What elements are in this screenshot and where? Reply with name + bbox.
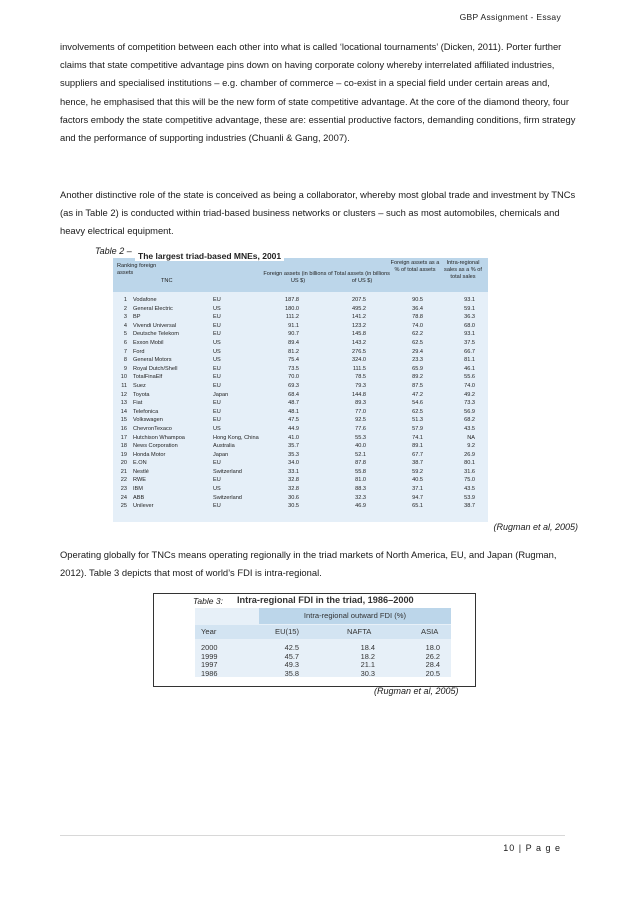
table2-row	[113, 434, 488, 443]
table2-cell-tnc: IBM	[133, 486, 143, 493]
table2-cell-home: EU	[213, 417, 221, 424]
table3-source: (Rugman et al, 2005)	[374, 686, 459, 696]
table3-cell-eu: 35.8	[284, 668, 299, 678]
table2-row	[113, 485, 488, 494]
table2-cell-rank: 9	[123, 365, 127, 372]
table2-cell-ta: 92.5	[355, 417, 366, 424]
table2-cell-rank: 15	[120, 417, 127, 424]
table2-cell-home: Switzerland	[213, 468, 242, 475]
table2-cell-ta: 144.8	[352, 391, 366, 398]
table2-cell-pfa: 65.9	[412, 365, 423, 372]
table2-body	[113, 296, 488, 511]
table2-cell-rank: 19	[120, 451, 127, 458]
table2-cell-irs: 81.1	[464, 357, 475, 364]
table2-cell-fa: 75.4	[288, 357, 299, 364]
table2-cell-tnc: Suez	[133, 382, 146, 389]
table2-cell-ta: 55.8	[355, 468, 366, 475]
paragraph-1: involvements of competition between each other into what is called ‘locational tournaments’ (Dicken, 2011). Porter further claims that state competitive advantage pins down on having corporate colony whereby interrelated affiliated industries, suppliers and specialised institutions – e.g. chamber of commerce – co-exist in a special field under certain areas and, hence, he emphasised that this will be the new form of state competitive advantage. At the core of the diamond theory, four factors embody the state competitive advantage, these are: essential productive factors, demanding conditions, firm strategy and the performance of supporting industries (Chuanli & Gang, 2007).	[60, 41, 576, 144]
table2-cell-rank: 23	[120, 486, 127, 493]
table3-cell-asia: 26.2	[425, 651, 440, 661]
table2-row	[113, 442, 488, 451]
table2-cell-pfa: 89.2	[412, 374, 423, 381]
table2-cell-rank: 10	[120, 374, 127, 381]
table2-cell-ta: 495.2	[352, 305, 366, 312]
table3-cell-asia: 18.0	[425, 643, 440, 652]
table2-cell-home: US	[213, 357, 221, 364]
table2-cell-pfa: 78.8	[412, 314, 423, 321]
table2-cell-home: US	[213, 348, 221, 355]
table2-cell-ta: 46.9	[355, 503, 366, 510]
table2-cell-ta: 77.0	[355, 408, 366, 415]
table2-cell-fa: 81.2	[288, 348, 299, 355]
table2-cell-ta: 81.0	[355, 477, 366, 484]
table2-cell-tnc: BP	[133, 314, 141, 321]
table2-cell-fa: 48.7	[288, 400, 299, 407]
table2-cell-tnc: Vivendi Universal	[133, 322, 177, 329]
table2-cell-home: Hong Kong, China	[213, 434, 259, 441]
table2-cell-pfa: 36.4	[412, 305, 423, 312]
table3-label: Table 3:	[193, 596, 223, 606]
table2-row	[113, 494, 488, 503]
table3-cell-nafta: 18.2	[360, 651, 375, 661]
table2-cell-ta: 276.5	[352, 348, 366, 355]
table3-col-year: Year	[201, 627, 217, 636]
table3-title: Intra-regional FDI in the triad, 1986–2000	[237, 595, 414, 605]
table2-cell-pfa: 62.2	[412, 331, 423, 338]
table2-cell-tnc: TotalFinaElf	[133, 374, 163, 381]
table3-col-nafta: NAFTA	[347, 627, 372, 636]
table2-row	[113, 476, 488, 485]
table2-row	[113, 365, 488, 374]
table2-cell-pfa: 74.0	[412, 322, 423, 329]
table2-row	[113, 459, 488, 468]
table2-header-rank: Ranking foreign assets	[117, 263, 157, 276]
table2-cell-tnc: General Electric	[133, 305, 173, 312]
table2-cell-pfa: 23.3	[412, 357, 423, 364]
table2-cell-irs: 37.5	[464, 339, 475, 346]
table2-cell-fa: 47.5	[288, 417, 299, 424]
table2-cell-home: US	[213, 305, 221, 312]
table2-cell-ta: 79.3	[355, 382, 366, 389]
table2-row	[113, 416, 488, 425]
table2-cell-tnc: General Motors	[133, 357, 172, 364]
table2-cell-irs: 55.6	[464, 374, 475, 381]
table2-cell-fa: 35.3	[288, 451, 299, 458]
table2-cell-fa: 90.7	[288, 331, 299, 338]
table2-cell-tnc: Vodafone	[133, 297, 157, 303]
table2-cell-irs: 80.1	[464, 460, 475, 467]
table2-cell-tnc: Exxon Mobil	[133, 339, 164, 346]
table2-cell-fa: 70.0	[288, 374, 299, 381]
table2-cell-home: Japan	[213, 451, 229, 458]
table2-cell-fa: 33.1	[288, 468, 299, 475]
table2-cell-home: Japan	[213, 391, 229, 398]
table2-row	[113, 391, 488, 400]
table2-cell-tnc: Deutsche Telekom	[133, 331, 179, 338]
table3-cell-nafta: 21.1	[360, 660, 375, 669]
table2-cell-rank: 7	[123, 348, 127, 355]
table2-cell-home: EU	[213, 477, 221, 484]
table2-row	[113, 399, 488, 408]
table2-cell-tnc: RWE	[133, 477, 146, 484]
table2-cell-ta: 141.2	[352, 314, 366, 321]
table2-cell-fa: 89.4	[288, 339, 299, 346]
table2-cell-home: EU	[213, 322, 221, 329]
table2-cell-rank: 3	[123, 314, 127, 321]
table2-cell-tnc: Royal Dutch/Shell	[133, 365, 178, 372]
table2-cell-rank: 2	[123, 305, 127, 312]
table2-cell-irs: 73.3	[464, 400, 475, 407]
table2-cell-pfa: 89.1	[412, 443, 423, 450]
table2-cell-fa: 180.0	[285, 305, 299, 312]
table3-col-eu: EU(15)	[275, 627, 300, 636]
table2-cell-home: EU	[213, 374, 221, 381]
table3-cell-nafta: 18.4	[360, 643, 375, 652]
page-number: 10 | P a g e	[503, 843, 561, 853]
table3-subheader: Intra-regional outward FDI (%)	[259, 608, 451, 624]
table2-row	[113, 348, 488, 357]
table2-cell-tnc: ABB	[133, 494, 145, 501]
table2-cell-tnc: Ford	[133, 348, 145, 355]
table2-cell-fa: 34.0	[288, 460, 299, 467]
table3-cell-year: 1986	[201, 668, 218, 678]
table3-cell-eu: 49.3	[284, 660, 299, 669]
header-title: GBP Assignment - Essay	[459, 12, 561, 22]
table2-title: The largest triad-based MNEs, 2001	[135, 251, 284, 261]
table2-cell-pfa: 62.5	[412, 408, 423, 415]
table2-cell-home: EU	[213, 331, 221, 338]
table2-row	[113, 451, 488, 460]
table2-header-foreign-assets: Foreign assets (in billions of US $)	[263, 271, 333, 284]
table2-cell-ta: 32.3	[355, 494, 366, 501]
table2-cell-rank: 17	[120, 434, 127, 441]
table2-cell-home: EU	[213, 365, 221, 372]
table2-cell-irs: 68.0	[464, 322, 475, 329]
table2-cell-ta: 88.3	[355, 486, 366, 493]
table2-cell-tnc: Toyota	[133, 391, 150, 398]
table2-cell-pfa: 29.4	[412, 348, 423, 355]
table2-cell-ta: 123.2	[352, 322, 366, 329]
table2-cell-fa: 32.8	[288, 486, 299, 493]
table2-cell-pfa: 54.6	[412, 400, 423, 407]
table3	[195, 608, 451, 677]
table3-cell-year: 1997	[201, 660, 218, 669]
table2-cell-tnc: Telefonica	[133, 408, 159, 415]
table2-source: (Rugman et al, 2005)	[493, 522, 578, 532]
table3-row	[195, 669, 451, 678]
table2-cell-ta: 111.5	[352, 365, 366, 372]
table2-row	[113, 373, 488, 382]
table2-cell-rank: 4	[123, 322, 127, 329]
table2-cell-fa: 69.3	[288, 382, 299, 389]
table2-cell-pfa: 51.3	[412, 417, 423, 424]
table3-cell-year: 2000	[201, 643, 218, 652]
table2-cell-irs: NA	[467, 434, 475, 441]
table2-cell-ta: 143.2	[352, 339, 366, 346]
table2-cell-rank: 12	[120, 391, 127, 398]
table2-cell-pfa: 90.5	[412, 297, 423, 303]
table2-cell-rank: 21	[120, 468, 127, 475]
table3-cell-year: 1999	[201, 651, 218, 661]
table2-cell-home: EU	[213, 314, 221, 321]
table2-cell-home: EU	[213, 382, 221, 389]
table2-cell-tnc: ChevronTexaco	[133, 425, 172, 432]
table3-cell-eu: 42.5	[284, 643, 299, 652]
table2-cell-irs: 36.3	[464, 314, 475, 321]
table3-col-asia: ASIA	[421, 627, 439, 636]
table2-cell-irs: 9.2	[467, 443, 475, 450]
table2-cell-rank: 6	[123, 339, 127, 346]
table3-cell-asia: 20.5	[425, 668, 440, 678]
table2-cell-fa: 68.4	[288, 391, 299, 398]
table2-row	[113, 425, 488, 434]
table2-row	[113, 330, 488, 339]
table2-cell-irs: 43.5	[464, 486, 475, 493]
table2-cell-rank: 18	[120, 443, 127, 450]
table2-cell-fa: 32.8	[288, 477, 299, 484]
table2-cell-ta: 89.3	[355, 400, 366, 407]
table2-cell-pfa: 37.1	[412, 486, 423, 493]
table2-cell-pfa: 74.1	[412, 434, 423, 441]
table2-row	[113, 296, 488, 305]
table2-cell-irs: 93.1	[464, 297, 475, 303]
table2-cell-irs: 75.0	[464, 477, 475, 484]
table2-cell-rank: 20	[120, 460, 127, 467]
table2-cell-home: EU	[213, 297, 221, 303]
table2-label: Table 2 –	[95, 246, 132, 256]
table2-cell-fa: 30.6	[288, 494, 299, 501]
table2-header-tnc: TNC	[161, 278, 173, 284]
table3-cell-eu: 45.7	[284, 651, 299, 661]
table2-header-pct-foreign: Foreign assets as a % of total assets	[390, 260, 440, 273]
table2-row	[113, 339, 488, 348]
table2-cell-ta: 324.0	[352, 357, 366, 364]
table2-cell-irs: 43.5	[464, 425, 475, 432]
table2-cell-pfa: 67.7	[412, 451, 423, 458]
table2-cell-pfa: 87.5	[412, 382, 423, 389]
table2-cell-ta: 52.1	[355, 451, 366, 458]
table2-cell-home: US	[213, 425, 221, 432]
table2-cell-tnc: Unilever	[133, 503, 154, 510]
table2-cell-pfa: 40.5	[412, 477, 423, 484]
table2-cell-rank: 25	[120, 503, 127, 510]
footer-divider	[60, 835, 565, 836]
table2-cell-fa: 44.9	[288, 425, 299, 432]
table2-header-total-assets: Total assets (in billions of US $)	[334, 271, 390, 284]
table2-cell-ta: 87.8	[355, 460, 366, 467]
table2-cell-pfa: 57.9	[412, 425, 423, 432]
table2-cell-rank: 13	[120, 400, 127, 407]
table3-cell-asia: 28.4	[425, 660, 440, 669]
table2-cell-irs: 93.1	[464, 331, 475, 338]
table2-cell-ta: 55.3	[355, 434, 366, 441]
table2-cell-irs: 59.1	[464, 305, 475, 312]
table2-cell-rank: 8	[123, 357, 127, 364]
table2-cell-ta: 145.8	[352, 331, 366, 338]
table2-row	[113, 322, 488, 331]
paragraph-3: Operating globally for TNCs means operating regionally in the triad markets of North America, EU, and Japan (Rugman, 2012). Table 3 depicts that most of world’s FDI is intra-regional.	[60, 549, 557, 579]
table2-header-intra-regional: Intra-regional sales as a % of total sales	[444, 260, 482, 280]
table2-cell-irs: 74.0	[464, 382, 475, 389]
table2-cell-irs: 38.7	[464, 503, 475, 510]
table2-row	[113, 356, 488, 365]
table2-cell-ta: 78.5	[355, 374, 366, 381]
table2-cell-fa: 35.7	[288, 443, 299, 450]
table2-cell-rank: 1	[123, 297, 127, 303]
table2-cell-irs: 31.6	[464, 468, 475, 475]
table2-row	[113, 305, 488, 314]
table2-cell-home: US	[213, 486, 221, 493]
table2-cell-home: EU	[213, 503, 221, 510]
table2-cell-tnc: E.ON	[133, 460, 147, 467]
table2-cell-home: Australia	[213, 443, 235, 450]
table2-cell-home: EU	[213, 400, 221, 407]
table2-cell-rank: 11	[121, 382, 127, 389]
table2-header	[113, 258, 488, 292]
table2-cell-pfa: 65.1	[412, 503, 423, 510]
table2-cell-tnc: Nestlé	[133, 468, 149, 475]
table2-cell-ta: 207.5	[352, 297, 366, 303]
paragraph-2: Another distinctive role of the state is conceived as being a collaborator, whereby most global trade and investment by TNCs (as in Table 2) is conducted within triad-based business networks or clusters – such as most automobiles, chemicals and heavy electrical equipment.	[60, 189, 576, 237]
table2-cell-rank: 24	[120, 494, 127, 501]
table2-cell-pfa: 59.2	[412, 468, 423, 475]
table3-column-bar	[195, 625, 451, 639]
table2-row	[113, 313, 488, 322]
table2-cell-irs: 68.2	[464, 417, 475, 424]
table2-cell-fa: 73.5	[288, 365, 299, 372]
table2-row	[113, 468, 488, 477]
table2-cell-tnc: Honda Motor	[133, 451, 166, 458]
table2-cell-rank: 5	[123, 331, 127, 338]
table2-cell-pfa: 47.2	[412, 391, 423, 398]
table2-cell-rank: 14	[120, 408, 127, 415]
table2-cell-irs: 46.1	[464, 365, 475, 372]
table2-cell-rank: 22	[120, 477, 127, 484]
table2-cell-tnc: Fiat	[133, 400, 143, 407]
table2	[113, 258, 488, 522]
table2-cell-pfa: 62.5	[412, 339, 423, 346]
table2-cell-fa: 111.2	[285, 314, 299, 321]
table2-cell-irs: 53.9	[464, 494, 475, 501]
table2-cell-irs: 66.7	[464, 348, 475, 355]
table2-cell-pfa: 38.7	[412, 460, 423, 467]
table2-cell-fa: 187.8	[285, 297, 299, 303]
table2-cell-fa: 48.1	[288, 408, 299, 415]
table2-cell-home: US	[213, 339, 221, 346]
table2-cell-tnc: News Corporation	[133, 443, 178, 450]
table2-row	[113, 502, 488, 511]
table2-cell-irs: 56.9	[464, 408, 475, 415]
table2-cell-ta: 40.0	[355, 443, 366, 450]
table2-cell-rank: 16	[120, 425, 127, 432]
table2-cell-fa: 91.1	[288, 322, 299, 329]
table2-cell-home: EU	[213, 460, 221, 467]
table2-cell-tnc: Volkswagen	[133, 417, 163, 424]
table2-cell-irs: 26.9	[464, 451, 475, 458]
table2-cell-pfa: 94.7	[412, 494, 423, 501]
table3-cell-nafta: 30.3	[360, 668, 375, 678]
table2-cell-tnc: Hutchison Whampoa	[133, 434, 185, 441]
table2-cell-fa: 30.5	[288, 503, 299, 510]
table2-cell-ta: 77.6	[355, 425, 366, 432]
table2-cell-fa: 41.0	[288, 434, 299, 441]
table2-row	[113, 382, 488, 391]
table2-cell-irs: 49.2	[464, 391, 475, 398]
table2-cell-home: Switzerland	[213, 494, 242, 501]
table2-row	[113, 408, 488, 417]
table2-cell-home: EU	[213, 408, 221, 415]
